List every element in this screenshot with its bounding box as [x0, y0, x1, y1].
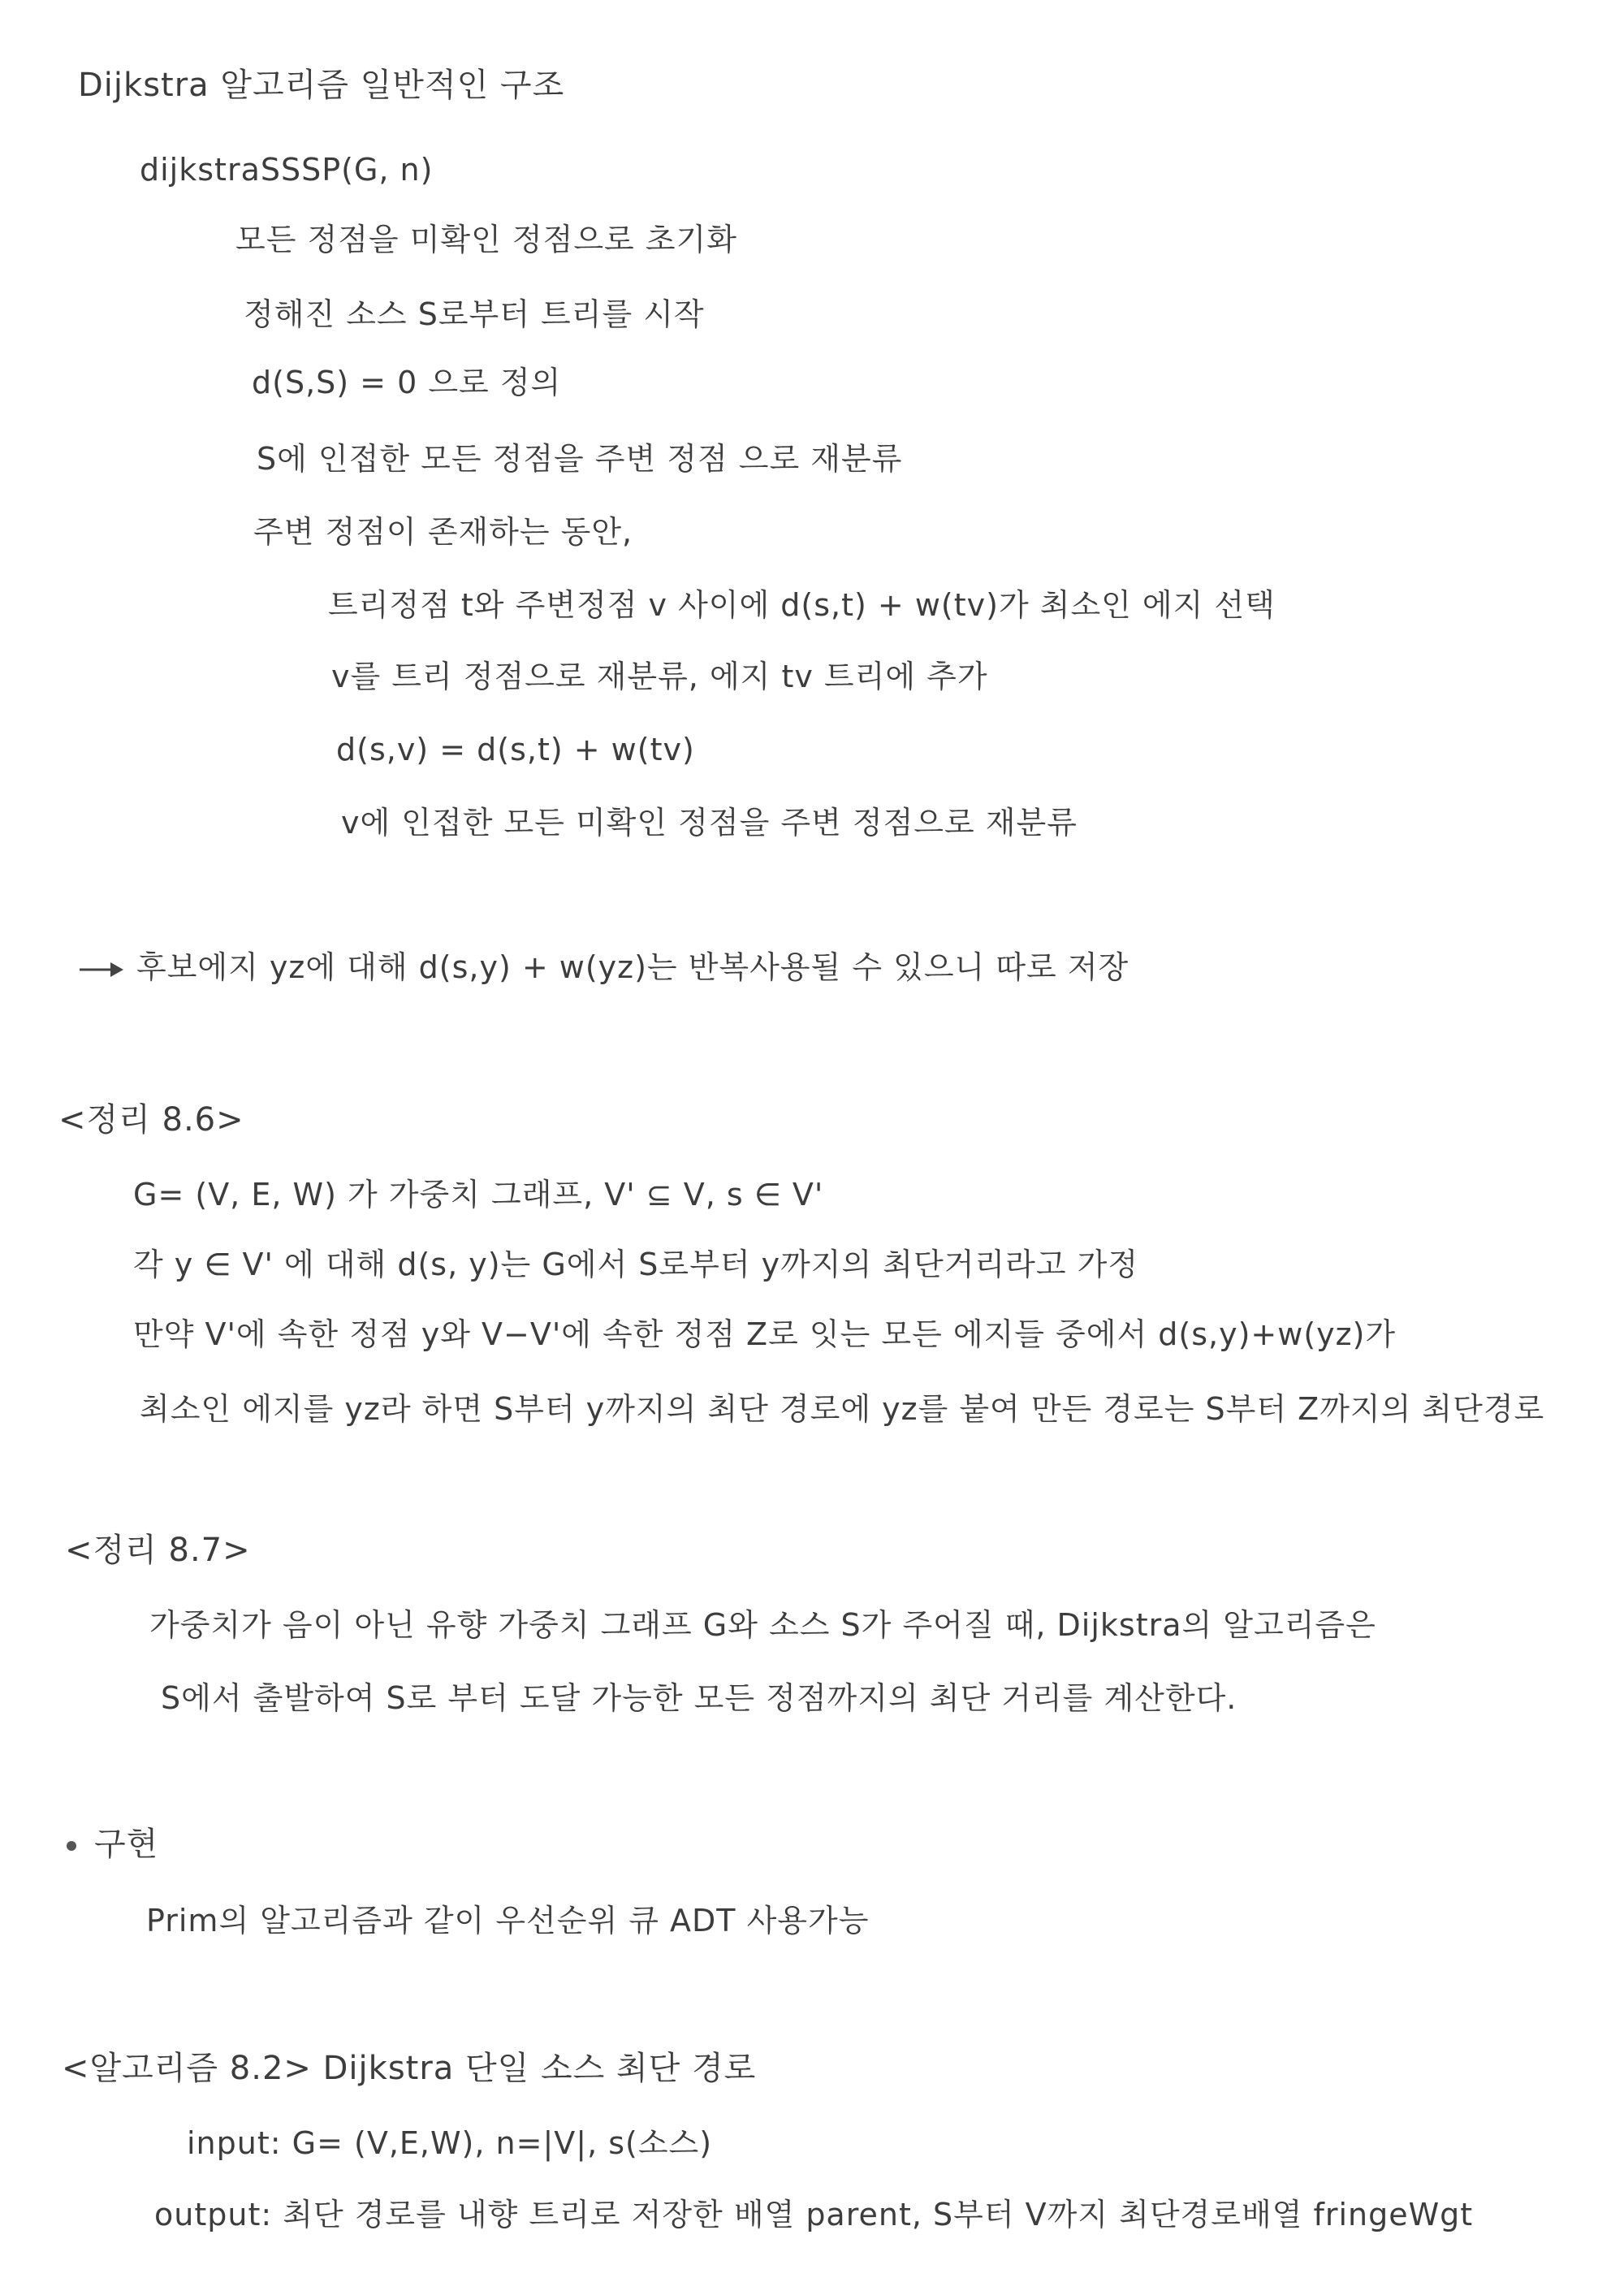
section-title: Dijkstra 알고리즘 일반적인 구조: [78, 67, 565, 104]
note-line: [78, 949, 1129, 986]
theorem-8-6-line-2: 각 y ∈ V' 에 대해 d(s, y)는 G에서 S로부터 y까지의 최단거리라고 가정: [133, 1247, 1139, 1282]
note-text: 후보에지 yz에 대해 d(s,y) + w(yz)는 반복사용될 수 있으니 따로 저장: [136, 949, 1129, 985]
theorem-8-7-label: <정리 8.7>: [65, 1532, 251, 1569]
arrow-right-icon: [78, 957, 125, 982]
theorem-8-6-line-3: 만약 V'에 속한 정점 y와 V−V'에 속한 정점 Z로 잇는 모든 에지들 중에서 d(s,y)+w(yz)가: [133, 1316, 1397, 1352]
algorithm-output: output: 최단 경로를 내향 트리로 저장한 배열 parent, S부터 V까지 최단경로배열 fringeWgt: [154, 2197, 1474, 2232]
theorem-8-6-line-4: 최소인 에지를 yz라 하면 S부터 y까지의 최단 경로에 yz를 붙여 만든 경로는 S부터 Z까지의 최단경로: [140, 1391, 1545, 1427]
loop-step-2: v를 트리 정점으로 재분류, 에지 tv 트리에 추가: [331, 659, 988, 694]
loop-step-4: v에 인접한 모든 미확인 정점을 주변 정점으로 재분류: [341, 805, 1078, 841]
theorem-8-7-line-1: 가중치가 음이 아닌 유향 가중치 그래프 G와 소스 S가 주어질 때, Dijkstra의 알고리즘은: [149, 1607, 1376, 1643]
step-5: 주변 정점이 존재하는 동안,: [253, 514, 633, 550]
algorithm-8-2-label: <알고리즘 8.2> Dijkstra 단일 소스 최단 경로: [62, 2050, 757, 2087]
bullet-icon: [67, 1841, 76, 1851]
implementation-heading: [67, 1826, 158, 1863]
theorem-8-7-line-2: S에서 출발하여 S로 부터 도달 가능한 모든 정점까지의 최단 거리를 계산한다.: [161, 1680, 1237, 1716]
step-4: S에 인접한 모든 정점을 주변 정점 으로 재분류: [257, 441, 903, 477]
theorem-8-6-label: <정리 8.6>: [58, 1101, 244, 1139]
step-2: 정해진 소스 S로부터 트리를 시작: [244, 296, 705, 332]
implementation-label: 구현: [94, 1826, 159, 1863]
algorithm-input: input: G= (V,E,W), n=|V|, s(소스): [187, 2125, 713, 2161]
theorem-8-6-line-1: G= (V, E, W) 가 가중치 그래프, V' ⊆ V, s ∈ V': [133, 1177, 824, 1212]
step-1: 모든 정점을 미확인 정점으로 초기화: [235, 222, 737, 257]
function-signature: dijkstraSSSP(G, n): [140, 152, 434, 188]
loop-step-1: 트리정점 t와 주변정점 v 사이에 d(s,t) + w(tv)가 최소인 에지 선택: [328, 587, 1276, 623]
step-3: d(S,S) = 0 으로 정의: [252, 365, 562, 400]
implementation-line: Prim의 알고리즘과 같이 우선순위 큐 ADT 사용가능: [146, 1903, 870, 1938]
loop-step-3: d(s,v) = d(s,t) + w(tv): [336, 732, 695, 767]
